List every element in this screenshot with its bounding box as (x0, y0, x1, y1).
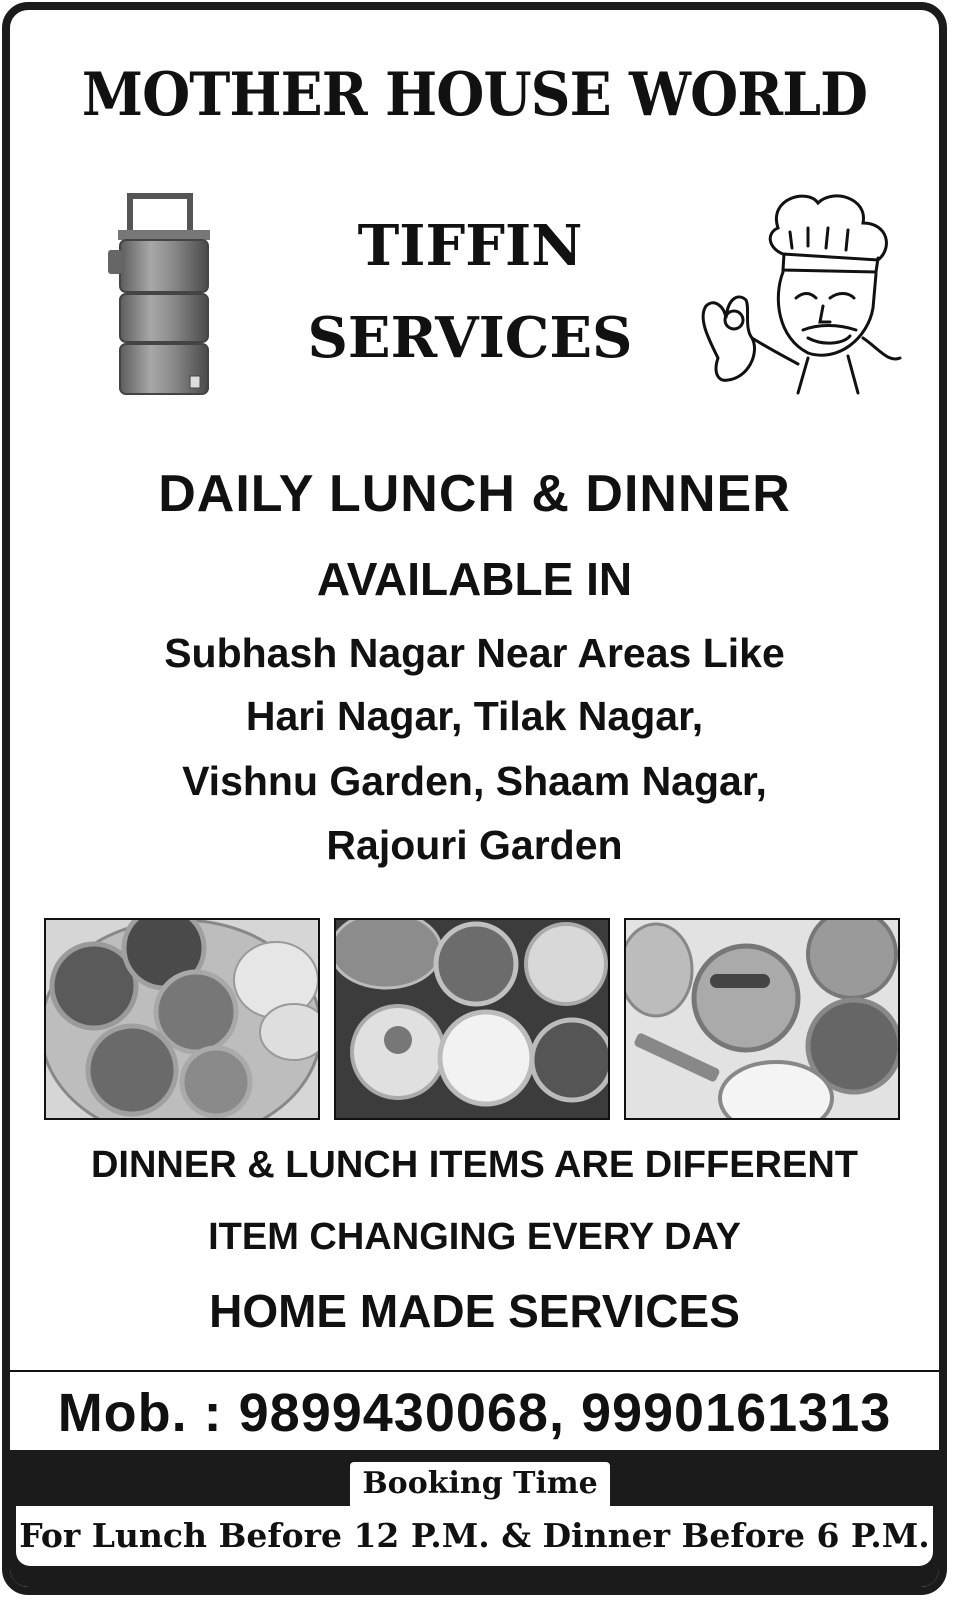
area-line-3: Vishnu Garden, Shaam Nagar, (182, 758, 767, 804)
tiffin-meal-photo (624, 918, 900, 1120)
info-line-different: DINNER & LUNCH ITEMS ARE DIFFERENT (90, 1144, 859, 1186)
booking-time-title: Booking Time (350, 1462, 610, 1506)
advertisement-frame (2, 2, 947, 1595)
headline-daily: DAILY LUNCH & DINNER (158, 465, 791, 523)
area-line-1: Subhash Nagar Near Areas Like (164, 630, 785, 676)
business-title: MOTHER HOUSE WORLD (81, 60, 868, 130)
mobile-numbers: Mob. : 9899430068, 9990161313 (57, 1383, 892, 1443)
info-line-changing: ITEM CHANGING EVERY DAY (208, 1216, 741, 1258)
tiffin-carrier-icon (98, 190, 228, 405)
thali-photo (44, 918, 320, 1120)
area-line-2: Hari Nagar, Tilak Nagar, (245, 693, 704, 739)
booking-time-details: For Lunch Before 12 P.M. & Dinner Before 6 P.M. (16, 1506, 933, 1566)
subtitle-tiffin: TIFFIN (357, 213, 583, 279)
area-line-4: Rajouri Garden (326, 822, 623, 868)
subtitle-services: SERVICES (307, 305, 633, 371)
headline-available: AVAILABLE IN (316, 553, 633, 605)
chef-icon (688, 188, 908, 413)
divider (10, 1370, 939, 1372)
meal-plate-photo (334, 918, 610, 1120)
info-line-home-made: HOME MADE SERVICES (209, 1285, 740, 1337)
